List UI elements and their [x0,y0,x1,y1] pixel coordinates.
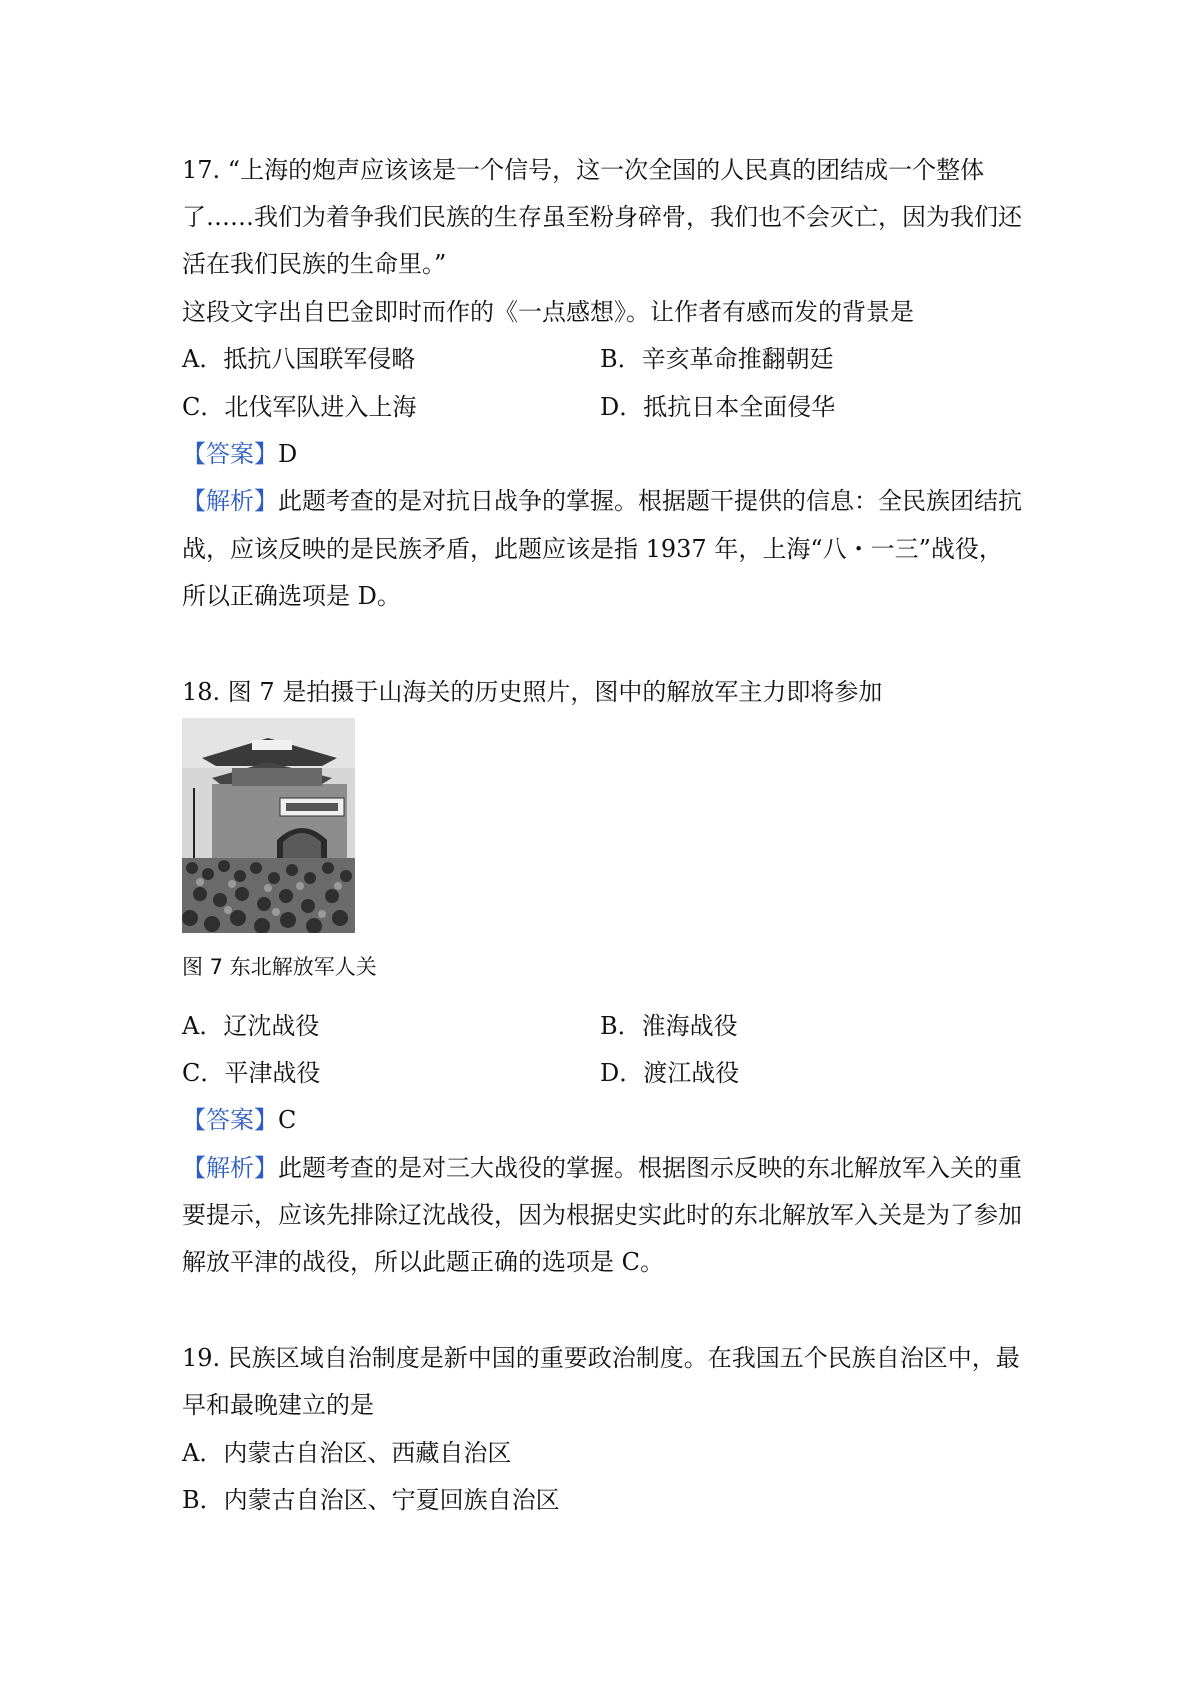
q19-stem-line-1: 19. 民族区域自治制度是新中国的重要政治制度。在我国五个民族自治区中，最 [182,1344,1020,1372]
q18-answer-value: C [278,1106,297,1134]
q17-option-c: C．北伐军队进入上海 [182,393,417,421]
q18-option-d: D．渡江战役 [600,1059,740,1087]
q17-analysis-text-1: 此题考查的是对抗日战争的掌握。根据题干提供的信息：全民族团结抗 [278,487,1022,515]
q18-stem: 18. 图 7 是拍摄于山海关的历史照片，图中的解放军主力即将参加 [182,678,883,706]
q17-answer-tag: 【答案】 [182,440,278,468]
q17-option-a: A．抵抗八国联军侵略 [182,345,416,373]
q17-option-d: D．抵抗日本全面侵华 [600,393,836,421]
q19-stem-line-2: 早和最晚建立的是 [182,1391,374,1419]
q19-option-a: A．内蒙古自治区、西藏自治区 [182,1439,512,1467]
q17-stem-line-1: 17. “上海的炮声应该该是一个信号，这一次全国的人民真的团结成一个整体 [182,156,985,184]
q17-stem-line-4: 这段文字出自巴金即时而作的《一点感想》。让作者有感而发的背景是 [182,298,914,326]
q18-analysis-text-1: 此题考查的是对三大战役的掌握。根据图示反映的东北解放军入关的重 [278,1154,1022,1182]
q17-analysis-line-2: 战，应该反映的是民族矛盾，此题应该是指 1937 年，上海“八・一三”战役， [182,535,1003,563]
photo-caption: 图 7 东北解放军人关 [182,955,377,979]
q18-answer-tag: 【答案】 [182,1106,278,1134]
q18-option-b: B．淮海战役 [600,1012,738,1040]
q17-answer-value: D [278,440,298,468]
q18-analysis-tag: 【解析】 [182,1154,278,1182]
q17-analysis-line-3: 所以正确选项是 D。 [182,582,401,610]
q17-analysis-line-1 [182,485,1022,517]
q18-answer [182,1104,296,1136]
historical-photo [182,718,355,933]
q17-analysis-tag: 【解析】 [182,487,278,515]
q18-analysis-line-1 [182,1152,1022,1184]
q18-analysis-line-2: 要提示，应该先排除辽沈战役，因为根据史实此时的东北解放军入关是为了参加 [182,1201,1022,1229]
q17-stem-line-3: 活在我们民族的生命里。” [182,250,447,278]
q19-option-b: B．内蒙古自治区、宁夏回族自治区 [182,1486,560,1514]
q18-option-c: C．平津战役 [182,1059,321,1087]
q18-analysis-line-3: 解放平津的战役，所以此题正确的选项是 C。 [182,1248,664,1276]
q17-option-b: B．辛亥革命推翻朝廷 [600,345,834,373]
q17-answer [182,438,297,470]
q17-stem-line-2: 了……我们为着争我们民族的生存虽至粉身碎骨，我们也不会灭亡，因为我们还 [182,203,1022,231]
gate-photo-illustration [182,718,355,933]
q18-option-a: A．辽沈战役 [182,1012,320,1040]
